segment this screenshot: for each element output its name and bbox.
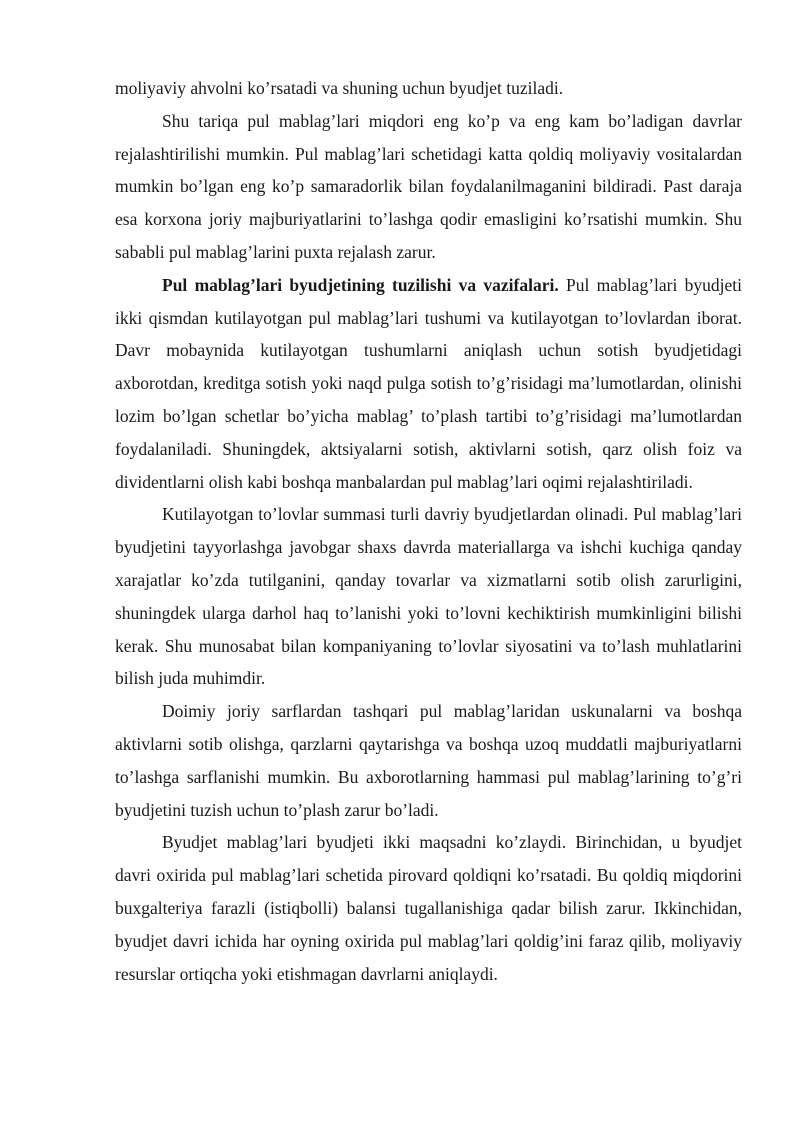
paragraph-continuation: moliyaviy ahvolni ko’rsatadi va shuning uchun byudjet tuziladi. bbox=[115, 78, 564, 98]
paragraph-budget-structure bbox=[115, 269, 742, 499]
paragraph-other-spending: Doimiy joriy sarflardan tashqari pul mablag’laridan uskunalarni va boshqa aktivlarni sotib olishga, qarzlarni qaytarishga va boshqa uzoq muddatli majburiyatlarni to’lashga sarflanishi mumkin. Bu axborotlarning hammasi pul mablag’larining to’g’ri byudjetini tuzish uchun to’plash zarur bo’ladi. bbox=[115, 701, 742, 820]
section-heading: Pul mablag’lari byudjetining tuzilishi va vazifalari. bbox=[162, 274, 559, 295]
document-page bbox=[115, 72, 742, 990]
paragraph-budget-goals: Byudjet mablag’lari byudjeti ikki maqsadni ko’zlaydi. Birinchidan, u byudjet davri oxirida pul mablag’lari schetida pirovard qoldiqni ko’rsatadi. Bu qoldiq miqdorini buxgalteriya farazli (istiqbolli) balansi tugallanishiga qadar bilish zarur. Ikkinchidan, byudjet davri ichida har oyning oxirida pul mablag’lari qoldig’ini faraz qilib, moliyaviy resurslar ortiqcha yoki etishmagan davrlarni aniqlaydi. bbox=[115, 832, 742, 984]
paragraph-expected-payments: Kutilayotgan to’lovlar summasi turli davriy byudjetlardan olinadi. Pul mablag’lari byudjetini tayyorlashga javobgar shaxs davrda materiallarga va ishchi kuchiga qanday xarajatlar ko’zda tutilganini, qanday tovarlar va xizmatlarni sotib olish zarurligini, shuningdek ularga darhol haq to’lanishi yoki to’lovni kechiktirish mumkinligini bilishi kerak. Shu munosabat bilan kompaniyaning to’lovlar siyosatini va to’lash muhlatlarini bilish juda muhimdir. bbox=[115, 504, 742, 689]
paragraph-budget-structure-text: Pul mablag’lari byudjeti ikki qismdan kutilayotgan pul mablag’lari tushumi va kutilayotgan to’lovlardan iborat. Davr mobaynida kutilayotgan tushumlarni aniqlash uchun sotish byudjetidagi axborotdan, kreditga sotish yoki naqd pulga sotish to’g’risidagi ma’lumotlardan, olinishi lozim bo’lgan schetlar bo’yicha mablag’ to’plash tartibi to’g’risidagi ma’lumotlardan foydalaniladi. Shuningdek, aktsiyalarni sotish, aktivlarni sotish, qarz olish foiz va dividentlarni olish kabi boshqa manbalardan pul mablag’lari oqimi rejalashtiriladi. bbox=[115, 274, 742, 492]
paragraph-cash-planning: Shu tariqa pul mablag’lari miqdori eng ko’p va eng kam bo’ladigan davrlar rejalashtirilishi mumkin. Pul mablag’lari schetidagi katta qoldiq moliyaviy vositalardan mumkin bo’lgan eng ko’p samaradorlik bilan foydalanilmaganini bildiradi. Past daraja esa korxona joriy majburiyatlarini to’lashga qodir emasligini ko’rsatishi mumkin. Shu sababli pul mablag’larini puxta rejalash zarur. bbox=[115, 110, 742, 262]
